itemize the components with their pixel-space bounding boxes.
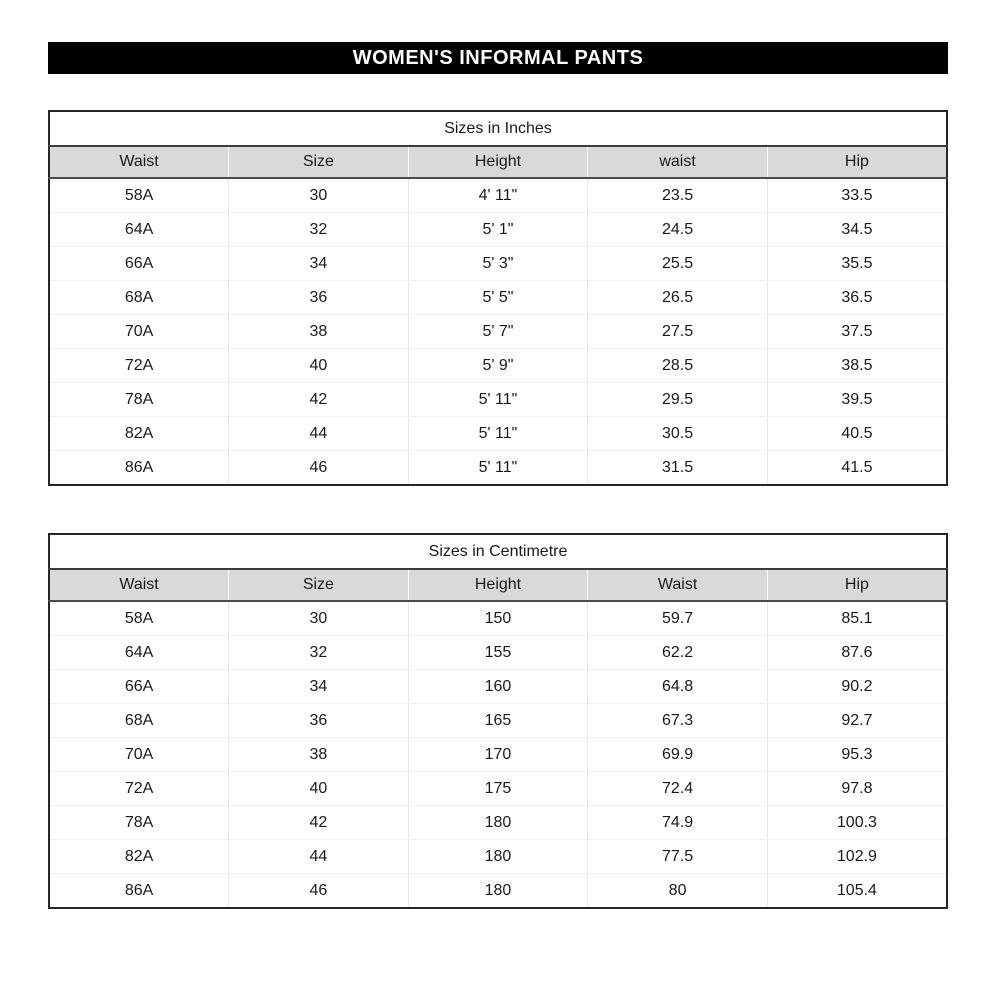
table-title-row [49,111,947,146]
table-cell: 180 [408,874,588,909]
table-cell: 5' 3" [408,247,588,281]
table-cell: 68A [49,704,229,738]
table-cell: 24.5 [588,213,768,247]
table-cell: 68A [49,281,229,315]
table-cell: 39.5 [767,383,947,417]
table-row [49,636,947,670]
table-cell: 36.5 [767,281,947,315]
table-cell: 38 [229,738,409,772]
table-cell: 5' 5" [408,281,588,315]
table-cell: 180 [408,806,588,840]
table-cell: 90.2 [767,670,947,704]
table-cell: 59.7 [588,601,768,636]
table-cell: 66A [49,670,229,704]
table-cell: 25.5 [588,247,768,281]
table-cell: 170 [408,738,588,772]
table-row [49,281,947,315]
table-cell: 92.7 [767,704,947,738]
table-cell: 42 [229,383,409,417]
table-cell: 5' 11" [408,383,588,417]
table-cell: 86A [49,874,229,909]
table-title-row [49,534,947,569]
table-cell: 40 [229,349,409,383]
page-title: WOMEN'S INFORMAL PANTS [352,46,644,69]
table-cell: 82A [49,417,229,451]
table-cell: 64.8 [588,670,768,704]
table-cell: 4' 11" [408,178,588,213]
table-cell: 30 [229,601,409,636]
table-cell: 40.5 [767,417,947,451]
table-cell: 82A [49,840,229,874]
table-cell: 30.5 [588,417,768,451]
table-cell: 72A [49,772,229,806]
table-cell: 64A [49,213,229,247]
column-header-waist-code: Waist [49,146,229,178]
size-table-inches [48,110,948,486]
table-cell: 44 [229,417,409,451]
table-row [49,772,947,806]
title-banner [48,42,948,74]
column-header-waist-code: Waist [49,569,229,601]
table-cell: 26.5 [588,281,768,315]
table-cell: 69.9 [588,738,768,772]
table-cell: 32 [229,636,409,670]
table-cell: 72A [49,349,229,383]
table-cell: 33.5 [767,178,947,213]
table-cell: 72.4 [588,772,768,806]
column-header-hip: Hip [767,146,947,178]
column-header-height: Height [408,146,588,178]
table-cell: 46 [229,451,409,486]
table-cell: 32 [229,213,409,247]
table-cell: 35.5 [767,247,947,281]
table-cell: 70A [49,738,229,772]
table-row [49,213,947,247]
table-cell: 165 [408,704,588,738]
table-cell: 87.6 [767,636,947,670]
table-cell: 74.9 [588,806,768,840]
table-cell: 105.4 [767,874,947,909]
table-title: Sizes in Centimetre [49,534,947,569]
table-cell: 38 [229,315,409,349]
table-cell: 5' 11" [408,451,588,486]
column-header-height: Height [408,569,588,601]
column-header-size: Size [229,569,409,601]
table-cell: 5' 7" [408,315,588,349]
column-header-waist: Waist [588,569,768,601]
table-row [49,670,947,704]
table-header-row [49,146,947,178]
table-row [49,451,947,486]
table-row [49,738,947,772]
table-cell: 80 [588,874,768,909]
table-row [49,247,947,281]
table-cell: 36 [229,281,409,315]
table-cell: 95.3 [767,738,947,772]
table-cell: 102.9 [767,840,947,874]
table-cell: 100.3 [767,806,947,840]
table-cell: 41.5 [767,451,947,486]
table-cell: 29.5 [588,383,768,417]
table-cell: 27.5 [588,315,768,349]
table-cell: 64A [49,636,229,670]
table-cell: 58A [49,601,229,636]
table-cell: 42 [229,806,409,840]
table-cell: 180 [408,840,588,874]
table-row [49,383,947,417]
table-cell: 44 [229,840,409,874]
table-cell: 36 [229,704,409,738]
table-cell: 5' 11" [408,417,588,451]
table-header-row [49,569,947,601]
table-cell: 62.2 [588,636,768,670]
table-cell: 58A [49,178,229,213]
table-cell: 31.5 [588,451,768,486]
table-cell: 5' 1" [408,213,588,247]
column-header-hip: Hip [767,569,947,601]
table-cell: 34 [229,670,409,704]
table-body [49,178,947,485]
table-cell: 28.5 [588,349,768,383]
table-cell: 5' 9" [408,349,588,383]
table-row [49,315,947,349]
table-row [49,874,947,909]
table-cell: 46 [229,874,409,909]
table-cell: 97.8 [767,772,947,806]
table-title: Sizes in Inches [49,111,947,146]
table-row [49,349,947,383]
table-cell: 70A [49,315,229,349]
table-cell: 34 [229,247,409,281]
table-cell: 78A [49,806,229,840]
table-cell: 34.5 [767,213,947,247]
table-cell: 38.5 [767,349,947,383]
table-cell: 85.1 [767,601,947,636]
table-row [49,704,947,738]
table-cell: 23.5 [588,178,768,213]
table-cell: 160 [408,670,588,704]
table-cell: 77.5 [588,840,768,874]
column-header-size: Size [229,146,409,178]
table-row [49,806,947,840]
table-cell: 30 [229,178,409,213]
size-table-centimetre [48,533,948,909]
table-cell: 175 [408,772,588,806]
table-row [49,417,947,451]
table-row [49,178,947,213]
table-cell: 40 [229,772,409,806]
column-header-waist: waist [588,146,768,178]
table-cell: 78A [49,383,229,417]
table-body [49,601,947,908]
table-cell: 66A [49,247,229,281]
table-row [49,840,947,874]
table-cell: 67.3 [588,704,768,738]
table-row [49,601,947,636]
table-cell: 155 [408,636,588,670]
table-cell: 37.5 [767,315,947,349]
table-cell: 150 [408,601,588,636]
table-cell: 86A [49,451,229,486]
